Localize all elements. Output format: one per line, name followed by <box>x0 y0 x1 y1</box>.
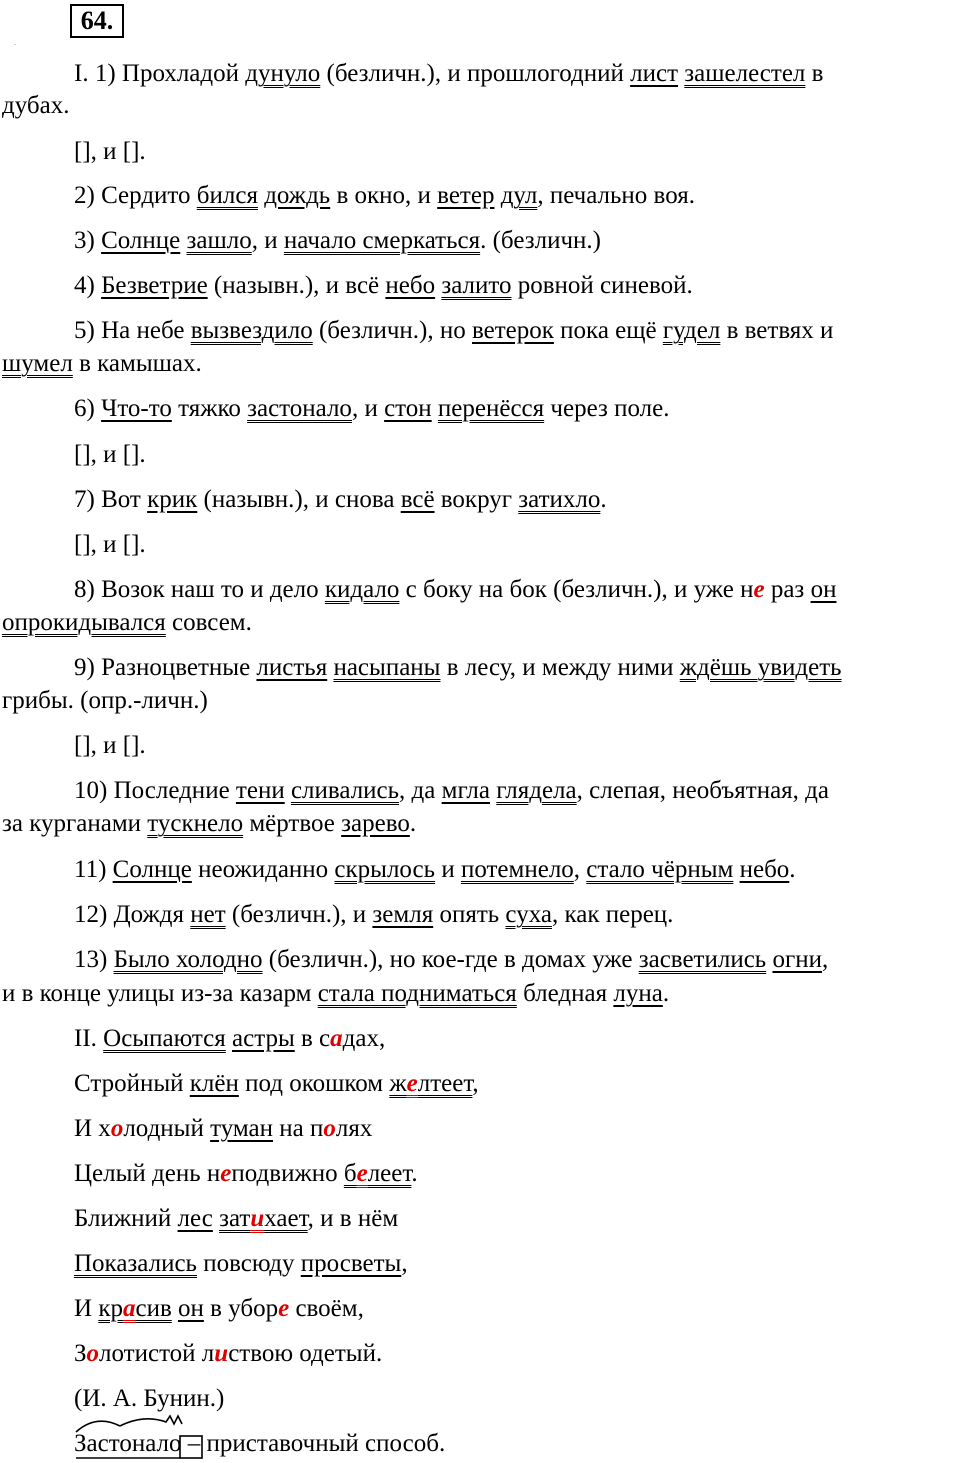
text-segment: и в конце улицы из-за казарм <box>2 980 318 1007</box>
text-segment: раз <box>764 576 811 603</box>
text-segment: пока ещё <box>553 317 663 344</box>
highlighted-letter: е <box>278 1295 290 1322</box>
exercise-number: 64. <box>70 4 124 38</box>
text-segment: (безличн.), но <box>312 317 472 344</box>
text-line <box>2 439 960 471</box>
text-line <box>2 484 960 516</box>
text-segment: лях <box>335 1115 373 1142</box>
subject-word: ветер <box>437 182 495 209</box>
text-segment: . <box>600 486 607 513</box>
text-segment: лотистой л <box>99 1340 215 1367</box>
subject-word: просветы <box>300 1250 402 1277</box>
predicate-word: е <box>406 1070 418 1097</box>
text-segment: с боку на бок (безличн.), и уже н <box>399 576 754 603</box>
subject-word: Солнце <box>101 227 181 254</box>
subject-word: земля <box>372 901 434 928</box>
predicate-word: и <box>250 1205 265 1232</box>
predicate-word: а <box>122 1295 136 1322</box>
highlighted-letter: и <box>214 1340 229 1367</box>
highlighted-letter: е <box>753 576 765 603</box>
text-segment: И х <box>74 1115 111 1142</box>
text-segment: лодный <box>123 1115 211 1142</box>
text-segment: в убор <box>203 1295 279 1322</box>
predicate-word: начало смеркаться <box>283 227 481 254</box>
text-segment: 2) Сердито <box>74 182 197 209</box>
subject-word: Солнце <box>112 856 192 883</box>
text-segment: Стройный <box>74 1070 190 1097</box>
text-line <box>2 685 960 717</box>
subject-word: он <box>810 576 837 603</box>
predicate-word: дунуло <box>245 60 321 87</box>
text-segment: , и <box>251 227 284 254</box>
text-segment: . <box>789 856 796 883</box>
text-segment: 8) Возок наш то и дело <box>74 576 325 603</box>
subject-word: огни <box>772 946 822 973</box>
highlighted-letter: о <box>86 1340 100 1367</box>
text-segment: , <box>401 1250 408 1277</box>
text-line <box>2 315 960 347</box>
text-segment: , <box>472 1070 479 1097</box>
text-line <box>2 1293 960 1325</box>
subject-word: небо <box>385 272 436 299</box>
text-segment: под окошком <box>238 1070 390 1097</box>
text-segment: [], и []. <box>74 531 146 558</box>
text-line <box>2 529 960 561</box>
text-segment: совсем. <box>165 609 252 636</box>
text-line <box>2 348 960 380</box>
text-segment: в окно, и <box>330 182 438 209</box>
text-segment: в камышах. <box>72 350 202 377</box>
text-segment: , и <box>351 395 385 422</box>
text-line <box>2 730 960 762</box>
predicate-word: Показались <box>74 1250 197 1277</box>
subject-word: листья <box>256 654 328 681</box>
text-segment: [], и []. <box>74 138 146 165</box>
subject-word: лес <box>177 1205 213 1232</box>
text-segment: Целый день н <box>74 1160 221 1187</box>
predicate-word: сливались <box>290 777 400 804</box>
text-line <box>2 574 960 606</box>
predicate-word: суха <box>505 901 552 928</box>
text-segment: на п <box>272 1115 324 1142</box>
text-line <box>2 1383 960 1415</box>
text-segment: . (безличн.) <box>480 227 601 254</box>
text-segment: (безличн.), но кое-где в домах уже <box>262 946 639 973</box>
text-segment: грибы. (опр.-личн.) <box>2 687 208 714</box>
text-segment: (безличн.), и прошлогодний <box>320 60 631 87</box>
subject-word: лист <box>630 60 679 87</box>
text-segment: . <box>662 980 670 1007</box>
subject-word: тени <box>235 777 285 804</box>
predicate-word: глядела <box>496 777 577 804</box>
morphology-word: Застонало <box>74 1430 182 1457</box>
predicate-word: засветились <box>638 946 767 973</box>
text-segment: . <box>409 810 417 837</box>
subject-word: небо <box>739 856 790 883</box>
text-segment: 11) <box>74 856 113 883</box>
predicate-word: Осыпаются <box>103 1025 226 1052</box>
text-segment: I. 1) Прохладой <box>74 60 246 87</box>
text-segment: 4) <box>74 272 102 299</box>
text-segment: (назывн.), и всё <box>207 272 386 299</box>
text-line <box>2 1113 960 1145</box>
predicate-word: затихло <box>518 486 601 513</box>
text-line <box>2 90 960 122</box>
predicate-word: зашло <box>186 227 252 254</box>
text-segment: опять <box>433 901 506 928</box>
predicate-word: перенёсся <box>437 395 545 422</box>
text-segment: , и в нём <box>307 1205 399 1232</box>
predicate-word: насыпаны <box>333 654 441 681</box>
predicate-word: лтеет <box>417 1070 473 1097</box>
text-segment: , печально воя. <box>537 182 695 209</box>
text-line <box>2 180 960 212</box>
text-segment: 3) <box>74 227 102 254</box>
text-segment: 9) Разноцветные <box>74 654 257 681</box>
predicate-word: тускнело <box>147 810 244 837</box>
predicate-word: потемнело <box>460 856 574 883</box>
subject-word: крик <box>147 486 198 513</box>
text-line <box>2 1203 960 1235</box>
subject-word: всё <box>400 486 435 513</box>
morphology-text: – приставочный способ. <box>181 1430 446 1457</box>
text-segment: , да <box>399 777 442 804</box>
text-segment: тяжко <box>171 395 248 422</box>
predicate-word: скрылось <box>334 856 436 883</box>
text-segment: дубах. <box>2 92 70 119</box>
highlighted-letter: о <box>110 1115 124 1142</box>
predicate-word: кр <box>98 1295 123 1322</box>
text-segment: ровной синевой. <box>511 272 693 299</box>
text-line <box>2 393 960 425</box>
highlighted-letter: о <box>323 1115 336 1142</box>
text-segment: , слепая, необъятная, да <box>576 777 829 804</box>
text-segment: [], и []. <box>74 732 146 759</box>
text-segment: повсюду <box>196 1250 301 1277</box>
predicate-word: ж <box>389 1070 407 1097</box>
text-line <box>2 1338 960 1370</box>
text-segment: вокруг <box>434 486 519 513</box>
predicate-word: застонало <box>247 395 352 422</box>
text-segment: дах, <box>342 1025 386 1052</box>
predicate-word: б <box>343 1160 357 1187</box>
predicate-word: хает <box>264 1205 308 1232</box>
predicate-word: гудел <box>662 317 721 344</box>
predicate-word: залито <box>441 272 512 299</box>
text-segment: неожиданно <box>191 856 335 883</box>
text-segment: через поле. <box>544 395 670 422</box>
text-segment: подвижно <box>231 1160 344 1187</box>
text-segment: в <box>805 60 824 87</box>
text-segment: своём, <box>289 1295 364 1322</box>
subject-word: астры <box>232 1025 295 1052</box>
predicate-word: зат <box>219 1205 251 1232</box>
text-line <box>2 270 960 302</box>
text-segment: за курганами <box>2 810 148 837</box>
text-segment: З <box>74 1340 87 1367</box>
predicate-word: вызвездило <box>190 317 313 344</box>
text-segment: бледная <box>516 980 614 1007</box>
predicate-word: бился <box>196 182 258 209</box>
subject-word: мгла <box>441 777 491 804</box>
predicate-word: леет <box>367 1160 412 1187</box>
predicate-word: Было холодно <box>113 946 263 973</box>
text-segment: в ветвях и <box>720 317 834 344</box>
text-line <box>2 1158 960 1190</box>
text-segment: в лесу, и между ними <box>440 654 680 681</box>
text-segment: , <box>821 946 829 973</box>
text-line <box>2 136 960 168</box>
text-segment: И <box>74 1295 99 1322</box>
predicate-word: кидало <box>324 576 400 603</box>
morpheme-analysis <box>74 1412 954 1460</box>
text-segment: 10) Последние <box>74 777 236 804</box>
subject-word: клён <box>189 1070 239 1097</box>
predicate-word: е <box>356 1160 368 1187</box>
text-segment: Ближний <box>74 1205 178 1232</box>
subject-word: Безветрие <box>101 272 208 299</box>
predicate-word: стало чёрным <box>586 856 734 883</box>
text-line <box>2 854 960 886</box>
text-line <box>2 225 960 257</box>
text-segment: (безличн.), и <box>225 901 373 928</box>
text-line <box>2 652 960 684</box>
text-segment: 12) Дождя <box>74 901 191 928</box>
subject-word: луна <box>613 980 663 1007</box>
text-line <box>2 1023 960 1055</box>
subject-word: Что-то <box>101 395 172 422</box>
text-segment: 6) <box>74 395 102 422</box>
subject-word: ветерок <box>472 317 554 344</box>
text-line <box>2 607 960 639</box>
predicate-word: зашелестел <box>684 60 806 87</box>
text-line <box>2 1248 960 1280</box>
morphology-line <box>74 1428 445 1460</box>
predicate-word: ждёшь увидеть <box>679 654 842 681</box>
text-segment: 7) Вот <box>74 486 148 513</box>
text-line <box>2 944 960 976</box>
subject-word: туман <box>210 1115 273 1142</box>
predicate-word: дул <box>500 182 538 209</box>
text-segment: ствою одетый. <box>228 1340 383 1367</box>
page-speck: . <box>14 38 16 47</box>
text-segment: 5) На небе <box>74 317 191 344</box>
text-line <box>2 808 960 840</box>
text-line <box>2 899 960 931</box>
predicate-word: сив <box>135 1295 172 1322</box>
text-segment: [], и []. <box>74 441 146 468</box>
text-segment: , <box>573 856 587 883</box>
text-segment: мёртвое <box>243 810 342 837</box>
text-segment: , как перец. <box>551 901 674 928</box>
text-segment: в с <box>294 1025 331 1052</box>
predicate-word: нет <box>190 901 226 928</box>
predicate-word: опрокидывался <box>2 609 166 636</box>
highlighted-letter: а <box>330 1025 343 1052</box>
subject-word: зарево <box>341 810 410 837</box>
text-segment: (назывн.), и снова <box>197 486 401 513</box>
subject-word: он <box>178 1295 204 1322</box>
highlighted-letter: е <box>220 1160 232 1187</box>
text-line <box>2 775 960 807</box>
subject-word: стон <box>384 395 432 422</box>
predicate-word: стала подниматься <box>317 980 517 1007</box>
text-segment: II. <box>74 1025 104 1052</box>
text-segment: . <box>411 1160 418 1187</box>
text-segment: 13) <box>74 946 114 973</box>
predicate-word: шумел <box>2 350 73 377</box>
text-line <box>2 978 960 1010</box>
text-segment: и <box>435 856 461 883</box>
text-line <box>2 1068 960 1100</box>
subject-word: дождь <box>264 182 331 209</box>
text-segment: (И. А. Бунин.) <box>74 1385 225 1412</box>
text-line <box>2 58 960 90</box>
